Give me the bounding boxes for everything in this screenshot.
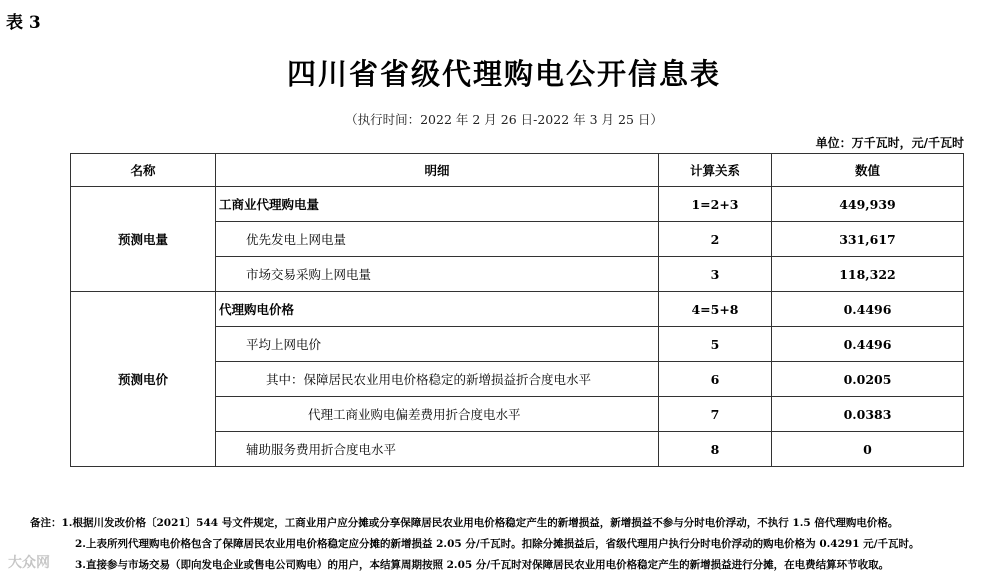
document-title: 四川省省级代理购电公开信息表	[286, 57, 721, 91]
row-calc: 3	[659, 257, 772, 292]
row-value: 0.4496	[772, 327, 964, 362]
row-detail: 辅助服务费用折合度电水平	[216, 432, 659, 467]
table-row	[71, 187, 964, 222]
row-calc: 8	[659, 432, 772, 467]
row-value: 331,617	[772, 222, 964, 257]
header-detail: 明细	[216, 154, 659, 187]
group-forecast-power: 预测电量	[71, 187, 216, 292]
header-value: 数值	[772, 154, 964, 187]
remark-3: 3.直接参与市场交易（即向发电企业或售电公司购电）的用户，本结算周期按照 2.05 分/千瓦时对保障居民农业用电价格稳定产生的新增损益进行分摊，在电费结算环节收取。	[75, 559, 890, 571]
row-value: 0.0205	[772, 362, 964, 397]
row-value: 449,939	[772, 187, 964, 222]
row-value: 0.4496	[772, 292, 964, 327]
execution-period: （执行时间：2022 年 2 月 26 日-2022 年 3 月 25 日）	[345, 112, 663, 127]
row-calc: 5	[659, 327, 772, 362]
row-value: 0	[772, 432, 964, 467]
row-calc: 1=2+3	[659, 187, 772, 222]
remark-2: 2.上表所列代理购电价格包含了保障居民农业用电价格稳定应分摊的新增损益 2.05 分/千瓦时。扣除分摊损益后，省级代理用户执行分时电价浮动的购电价格为 0.4291 元/千瓦时。	[75, 538, 920, 550]
watermark-logo: 大众网	[8, 555, 50, 571]
row-calc: 4=5+8	[659, 292, 772, 327]
row-detail: 代理工商业购电偏差费用折合度电水平	[216, 397, 659, 432]
unit-note: 单位：万千瓦时，元/千瓦时	[815, 136, 964, 150]
remark-1: 备注：1.根据川发改价格〔2021〕544 号文件规定，工商业用户应分摊或分享保障居民农业用电价格稳定产生的新增损益，新增损益不参与分时电价浮动，不执行 1.5 倍代理购电价格。	[30, 517, 899, 529]
header-name: 名称	[71, 154, 216, 187]
row-detail: 平均上网电价	[216, 327, 659, 362]
table-row	[71, 292, 964, 327]
row-value: 118,322	[772, 257, 964, 292]
row-detail: 工商业代理购电量	[216, 187, 659, 222]
row-detail: 市场交易采购上网电量	[216, 257, 659, 292]
group-forecast-price: 预测电价	[71, 292, 216, 467]
remarks-section	[30, 513, 1005, 576]
row-calc: 2	[659, 222, 772, 257]
row-value: 0.0383	[772, 397, 964, 432]
table-header-row	[71, 154, 964, 187]
row-detail: 优先发电上网电量	[216, 222, 659, 257]
table-number-label: 表 3	[6, 13, 41, 33]
row-calc: 6	[659, 362, 772, 397]
procurement-info-table	[70, 153, 964, 467]
row-calc: 7	[659, 397, 772, 432]
header-calc: 计算关系	[659, 154, 772, 187]
row-detail: 其中：保障居民农业用电价格稳定的新增损益折合度电水平	[216, 362, 659, 397]
row-detail: 代理购电价格	[216, 292, 659, 327]
